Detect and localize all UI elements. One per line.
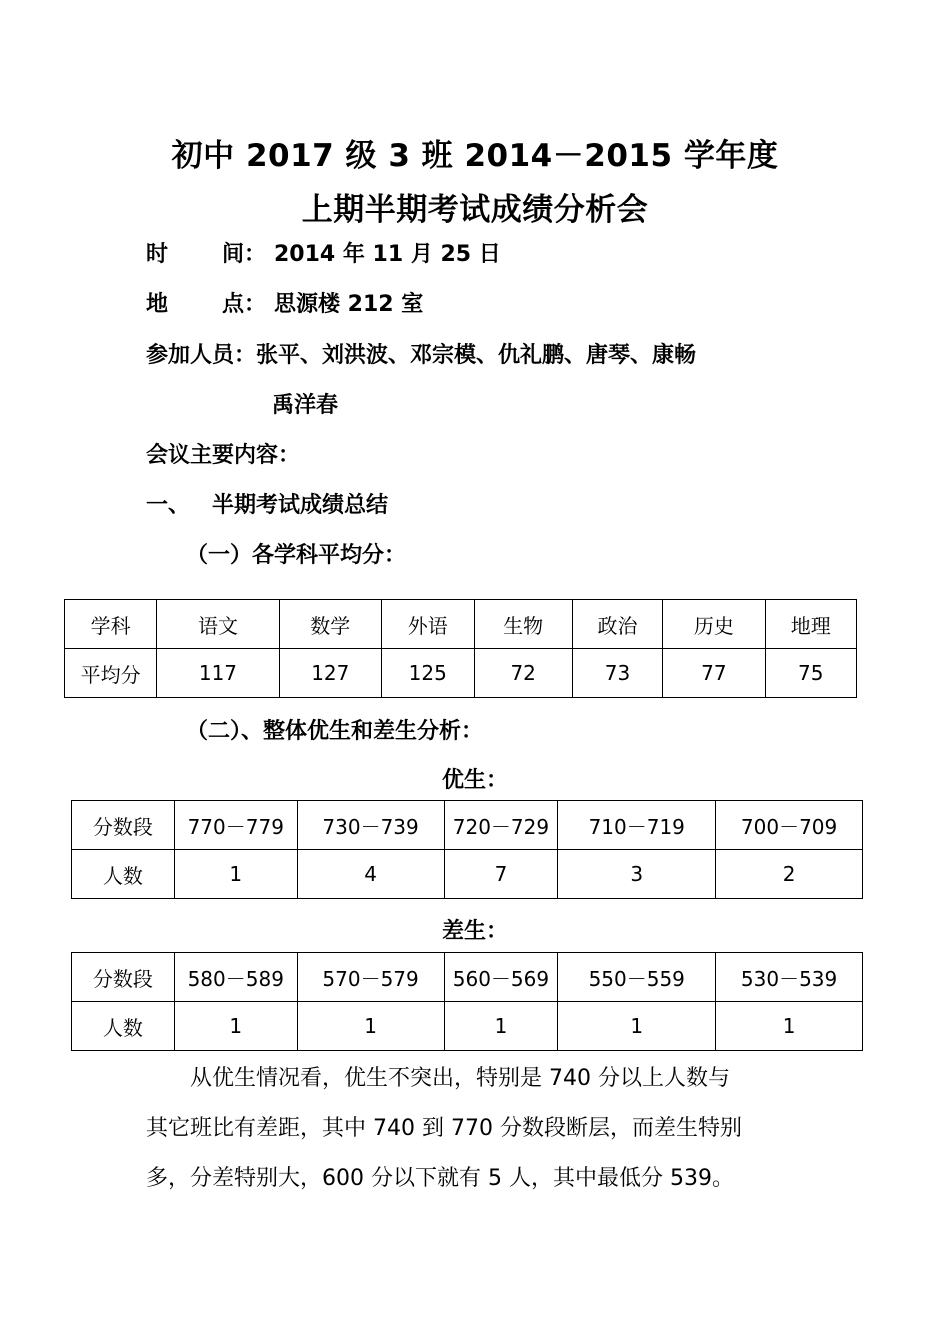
table-cell: 3 [558, 850, 716, 899]
section-1-number: 一、 [146, 493, 191, 518]
table-cell: 分数段 [72, 953, 175, 1002]
attendees-label: 参加人员： [146, 343, 257, 368]
analysis-line-2: 其它班比有差距，其中 740 到 770 分数段断层，而差生特别 [146, 1116, 742, 1141]
table-row [72, 801, 863, 850]
table-cell: 710－719 [558, 801, 716, 850]
meeting-place [146, 287, 423, 318]
section-1-title: 半期考试成绩总结 [212, 493, 389, 518]
time-value: 2014 年 11 月 25 日 [274, 242, 501, 267]
table-cell: 生物 [474, 600, 572, 649]
place-value: 思源楼 212 室 [274, 292, 424, 317]
table-cell: 700－709 [716, 801, 863, 850]
table-cell: 历史 [663, 600, 765, 649]
time-label: 时 间： [146, 242, 267, 267]
table-row [72, 850, 863, 899]
subsection-2-heading: （二）、整体优生和差生分析： [186, 719, 484, 744]
table-cell: 学科 [65, 600, 157, 649]
average-score-table [64, 599, 857, 698]
subsection-1-heading: （一）各学科平均分： [186, 543, 407, 568]
table-row [72, 953, 863, 1002]
table-cell: 72 [474, 649, 572, 698]
meeting-time [146, 237, 501, 268]
table-cell: 4 [297, 850, 444, 899]
table-cell: 1 [174, 850, 297, 899]
table-cell: 770－779 [174, 801, 297, 850]
top-students-label: 优生： [441, 768, 508, 793]
table-cell: 平均分 [65, 649, 157, 698]
table-cell: 地理 [765, 600, 856, 649]
table-cell: 730－739 [297, 801, 444, 850]
table-cell: 530－539 [716, 953, 863, 1002]
bottom-students-table [71, 952, 863, 1051]
bottom-students-label: 差生： [441, 919, 508, 944]
table-cell: 77 [663, 649, 765, 698]
table-row [65, 600, 857, 649]
place-label: 地 点： [146, 292, 267, 317]
table-cell: 语文 [157, 600, 279, 649]
table-cell: 720－729 [444, 801, 558, 850]
table-cell: 550－559 [558, 953, 716, 1002]
table-cell: 人数 [72, 1002, 175, 1051]
table-cell: 75 [765, 649, 856, 698]
table-cell: 1 [297, 1002, 444, 1051]
analysis-line-1: 从优生情况看，优生不突出，特别是 740 分以上人数与 [190, 1066, 730, 1091]
table-cell: 1 [174, 1002, 297, 1051]
table-cell: 2 [716, 850, 863, 899]
table-cell: 127 [279, 649, 381, 698]
attendees-line-2: 禹洋春 [272, 393, 339, 418]
table-cell: 数学 [279, 600, 381, 649]
table-cell: 人数 [72, 850, 175, 899]
table-cell: 73 [572, 649, 662, 698]
table-cell: 580－589 [174, 953, 297, 1002]
table-cell: 政治 [572, 600, 662, 649]
table-cell: 1 [716, 1002, 863, 1051]
content-label: 会议主要内容： [146, 443, 301, 468]
title-line-1: 初中 2017 级 3 班 2014－2015 学年度 [171, 138, 779, 174]
table-cell: 外语 [382, 600, 475, 649]
meeting-attendees [146, 338, 696, 369]
attendees-line-1: 张平、刘洪波、邓宗模、仇礼鹏、唐琴、康畅 [256, 343, 697, 368]
section-1-heading [146, 488, 388, 519]
table-row [72, 1002, 863, 1051]
top-students-table [71, 800, 863, 899]
table-cell: 125 [382, 649, 475, 698]
table-row [65, 649, 857, 698]
table-cell: 1 [444, 1002, 558, 1051]
analysis-paragraph [146, 1054, 826, 1204]
table-cell: 117 [157, 649, 279, 698]
table-cell: 560－569 [444, 953, 558, 1002]
table-cell: 7 [444, 850, 558, 899]
title-line-2: 上期半期考试成绩分析会 [301, 192, 649, 228]
table-cell: 570－579 [297, 953, 444, 1002]
analysis-line-3: 多，分差特别大，600 分以下就有 5 人，其中最低分 539。 [146, 1166, 734, 1191]
table-cell: 1 [558, 1002, 716, 1051]
table-cell: 分数段 [72, 801, 175, 850]
